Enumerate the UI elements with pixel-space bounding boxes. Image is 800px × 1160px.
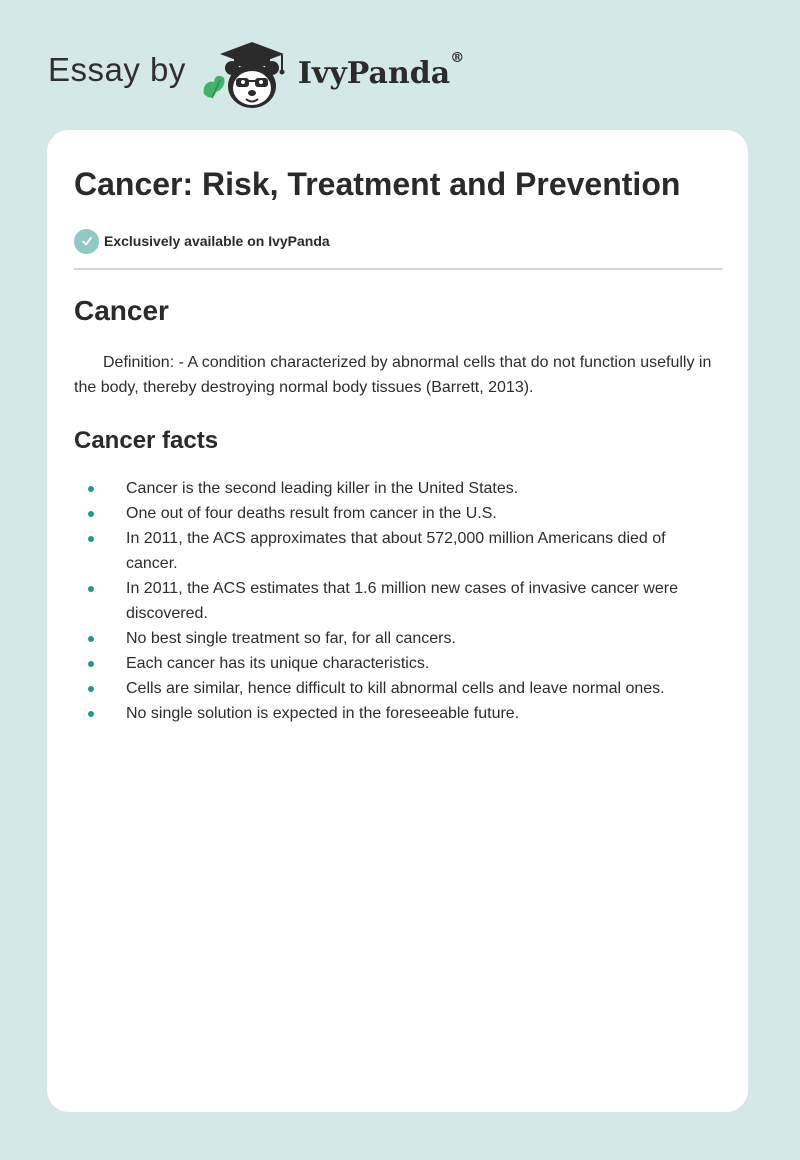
bullet-dot-icon [88, 711, 94, 717]
essay-by-label: Essay by [48, 51, 186, 88]
section-heading: Cancer [74, 295, 169, 326]
facts-heading: Cancer facts [74, 427, 219, 454]
panda-graduate-icon[interactable] [200, 36, 292, 112]
list-item [74, 626, 723, 651]
site-header [48, 34, 464, 114]
exclusive-badge [74, 228, 723, 254]
fact-text: Cancer is the second leading killer in the United States. [126, 480, 519, 497]
fact-text: One out of four deaths result from cancer in the U.S. [126, 505, 497, 522]
definition-paragraph: Definition: - A condition characterized by abnormal cells that do not function usefully in the body, thereby destroying normal body tissues (Barrett, 2013). [74, 354, 712, 396]
check-icon [74, 229, 99, 254]
list-item [74, 476, 723, 501]
list-item [74, 676, 723, 701]
fact-text: In 2011, the ACS approximates that about 572,000 million Americans died of cancer. [126, 530, 666, 572]
fact-text: No single solution is expected in the foreseeable future. [126, 705, 520, 722]
list-item [74, 651, 723, 676]
bullet-dot-icon [88, 686, 94, 692]
bullet-dot-icon [88, 536, 94, 542]
list-item [74, 501, 723, 526]
fact-text: Cells are similar, hence difficult to kill abnormal cells and leave normal ones. [126, 680, 665, 697]
fact-text: Each cancer has its unique characteristics. [126, 655, 430, 672]
fact-text: In 2011, the ACS estimates that 1.6 million new cases of invasive cancer were discovered. [126, 580, 678, 622]
registered-mark: ® [450, 49, 465, 66]
list-item [74, 576, 723, 626]
bullet-dot-icon [88, 586, 94, 592]
brand-name[interactable] [297, 49, 465, 91]
list-item [74, 526, 723, 576]
bullet-dot-icon [88, 486, 94, 492]
essay-content [74, 160, 723, 726]
badge-label: Exclusively available on IvyPanda [104, 233, 330, 249]
bullet-dot-icon [88, 511, 94, 517]
brand-label: IvyPanda [297, 55, 451, 91]
facts-list [74, 476, 723, 726]
essay-card [47, 130, 748, 1112]
page-title: Cancer: Risk, Treatment and Prevention [74, 166, 681, 202]
bullet-dot-icon [88, 636, 94, 642]
fact-text: No best single treatment so far, for all cancers. [126, 630, 456, 647]
title-divider [74, 268, 723, 270]
list-item [74, 701, 723, 726]
bullet-dot-icon [88, 661, 94, 667]
